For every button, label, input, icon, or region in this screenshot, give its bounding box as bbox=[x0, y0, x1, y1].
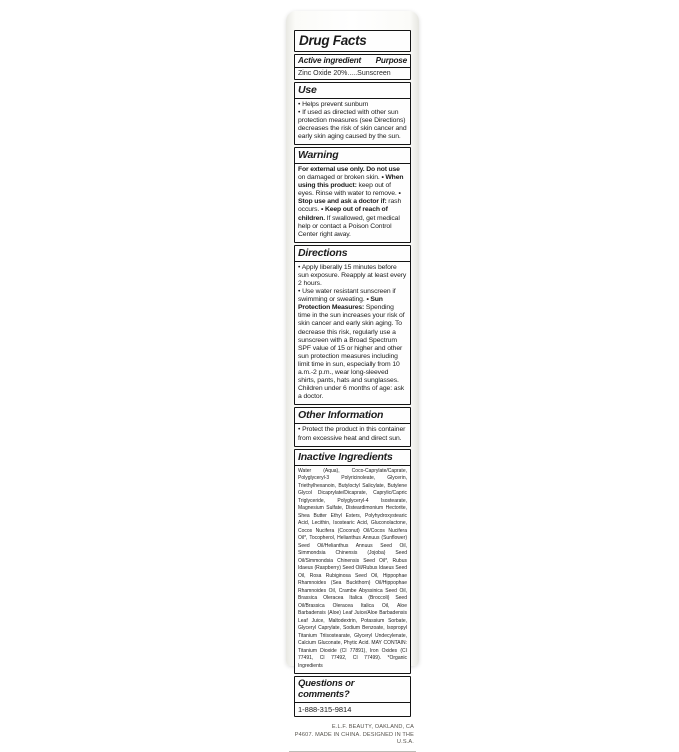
inactive-ingredients-list: Water (Aqua), Coco-Caprylate/Caprate, Polyglyceryl-3 Polyricinoleate, Glycerin, Triethylhexanoin, Butyloctyl Salicylate, Butylene Glycol Dicaprylate/Dicaprate, Caprylic/Capric Triglyceride, Polyglyceryl-4 Isostearate, Magnesium Sulfate, Disteardimonium Hectorite, Shea Butter Ethyl Esters, Polyhydroxystearic Acid, Lecithin, Isostearic Acid, Gluconolactone, Cocos Nucifera (Coconut) Oil/Cocos Nucifera Oil*, Tocopherol, Helianthus Annuus (Sunflower) Seed Oil/Helianthus Annuus Seed Oil, Simmondsia Chinensis (Jojoba) Seed Oil/Simmondsia Chinensis Seed Oil*, Rubus Idaeus (Raspberry) Seed Oil/Rubus Idaeus Seed Oil, Rosa Rubiginosa Seed Oil, Hippophae Rhamnoides (Sea Buckthorn) Oil/Hippophae Rhamnoides Oil, Crambe Abyssinica Seed Oil, Brassica Oleracea Italica (Broccoli) Seed Oil/Brassica Oleracea Italica Oil, Aloe Barbadensis (Aloe) Leaf Juice/Aloe Barbadensis Leaf Juice, Maltodextrin, Potassium Sorbate, Glyceryl Caprylate, Sodium Benzoate, Isopropyl Titanium Triisostearate, Glyceryl Undecylenate, Calcium Gluconate, Phytic Acid. MAY CONTAIN: Titanium Dioxide (CI 77891), Iron Oxides (CI 77491, CI 77492, CI 77499). *Organic Ingredients bbox=[298, 467, 407, 669]
other-information-section bbox=[294, 407, 411, 446]
text-line: • Helps prevent sunburn bbox=[298, 100, 369, 108]
drug-facts-header-box bbox=[294, 30, 411, 52]
sunscreen-tube-back bbox=[286, 11, 419, 745]
active-ingredient-purpose: Sunscreen bbox=[357, 69, 391, 77]
warning-body bbox=[295, 164, 410, 242]
other-information-title: Other Information bbox=[295, 408, 410, 424]
text-run: • Use water resistant sunscreen if swimming or sweating. bbox=[298, 288, 396, 304]
directions-title: Directions bbox=[295, 246, 410, 262]
directions-section bbox=[294, 245, 411, 406]
drug-facts-label bbox=[286, 11, 419, 717]
text-run: Spending time in the sun increases your risk of skin cancer and early skin aging. To decrease this risk, regularly use a sunscreen with a Broad Spectrum SPF value of 15 or higher and other sun protection measures including limit time in sun, especially from 10 a.m.-2 p.m., wear long-sleeved shirts, pants, hats and sunglasses. Children under 6 months of age: ask a doctor. bbox=[298, 304, 405, 401]
warning-section bbox=[294, 147, 411, 243]
text-run: keep out of eyes. Rinse with water to remove. bbox=[298, 182, 399, 198]
active-ingredient-section bbox=[294, 54, 411, 80]
bold-run: • Sun Protection Measures: bbox=[298, 296, 383, 312]
paragraph bbox=[298, 264, 407, 288]
active-ingredient-row bbox=[295, 68, 410, 79]
text-line: P4607. MADE IN CHINA. DESIGNED IN THE U.S.A. bbox=[294, 731, 414, 745]
manufacturer-print bbox=[286, 717, 419, 746]
active-ingredient-column-label: Active ingredient bbox=[298, 56, 362, 65]
active-ingredient-name: Zinc Oxide 20% bbox=[298, 69, 348, 77]
bold-run: • Stop use and ask a doctor if: bbox=[298, 190, 401, 206]
drug-facts-title: Drug Facts bbox=[299, 33, 367, 48]
use-section bbox=[294, 82, 411, 145]
questions-title: Questions or comments? bbox=[295, 677, 410, 703]
bold-run: • Keep out of reach of children. bbox=[298, 206, 388, 222]
leader-dots: ..... bbox=[347, 69, 358, 77]
paragraph bbox=[298, 288, 407, 401]
text-line: • Protect the product in this container from excessive heat and direct sun. bbox=[298, 426, 406, 442]
text-run: • Apply liberally 15 minutes before sun exposure. Reapply at least every 2 hours. bbox=[298, 263, 407, 287]
warning-title: Warning bbox=[295, 148, 410, 164]
text-run: If swallowed, get medical help or contact a Poison Control Center right away. bbox=[298, 214, 400, 238]
active-ingredient-header-row bbox=[295, 55, 410, 68]
text-run: rash occurs. bbox=[298, 198, 402, 214]
inactive-ingredients-title: Inactive Ingredients bbox=[295, 450, 410, 466]
use-title: Use bbox=[295, 83, 410, 99]
inactive-ingredients-section bbox=[294, 449, 411, 675]
use-body bbox=[295, 99, 410, 144]
text-run: on damaged or broken skin. bbox=[298, 174, 382, 182]
text-line: E.L.F. BEAUTY, OAKLAND, CA bbox=[331, 724, 414, 731]
phone-number: 1-888-315-9814 bbox=[298, 705, 352, 715]
other-information-body bbox=[295, 424, 410, 445]
purpose-column-label: Purpose bbox=[375, 56, 407, 65]
bold-run: • When using this product: bbox=[298, 174, 404, 190]
bold-run: For external use only. Do not use bbox=[298, 165, 400, 173]
directions-body bbox=[295, 262, 410, 405]
text-line: • If used as directed with other sun protection measures (see Directions) decreases the risk of skin cancer and early skin aging caused by the sun. bbox=[298, 108, 407, 140]
questions-section bbox=[294, 676, 411, 717]
